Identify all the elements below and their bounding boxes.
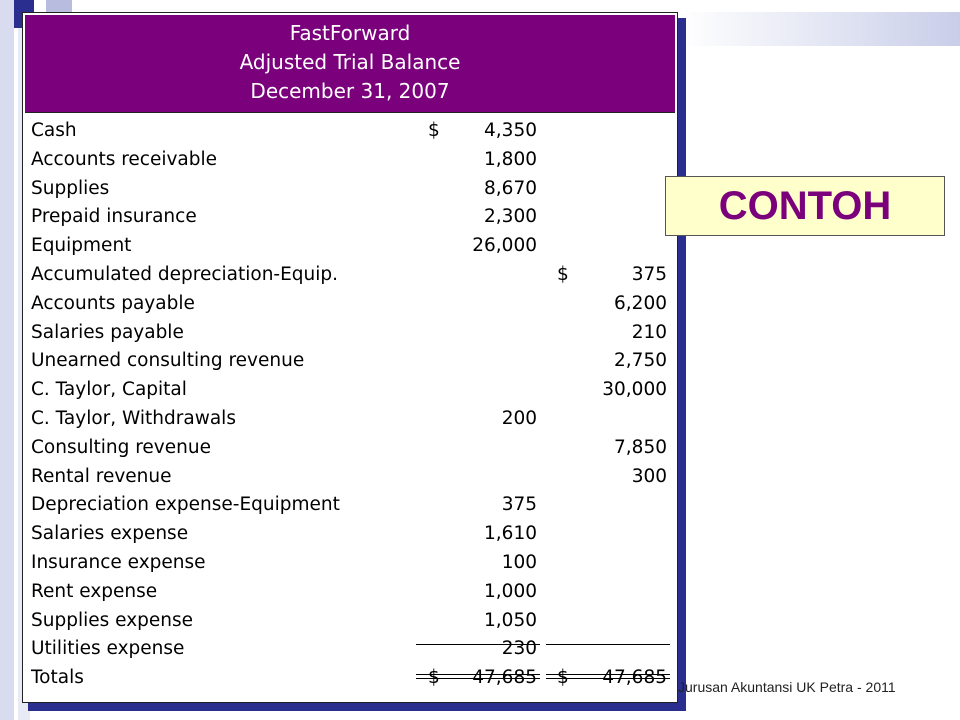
credit-amount: 7,850 <box>614 436 667 458</box>
table-row <box>23 231 677 260</box>
table-row <box>23 404 677 433</box>
account-name: Rental revenue <box>31 465 172 487</box>
debit-amount: 100 <box>501 551 537 573</box>
table-row <box>23 260 677 289</box>
account-name: Depreciation expense-Equipment <box>31 494 340 516</box>
debit-amount: 47,685 <box>472 667 537 689</box>
account-name: Accounts payable <box>31 292 195 314</box>
credit-amount: 2,750 <box>614 350 667 372</box>
account-name: Totals <box>31 667 84 689</box>
debit-amount: 1,610 <box>484 523 537 545</box>
debit-currency-symbol: $ <box>428 120 440 141</box>
table-row <box>23 548 677 577</box>
credit-currency-symbol: $ <box>557 667 569 689</box>
credit-amount: 300 <box>631 465 667 487</box>
credit-amount: 30,000 <box>602 379 667 401</box>
account-name: Supplies <box>31 177 110 199</box>
table-row <box>23 462 677 491</box>
company-name: FastForward <box>289 21 411 45</box>
account-name: Cash <box>31 120 77 141</box>
credit-amount: 47,685 <box>602 667 667 689</box>
table-row <box>23 634 677 663</box>
account-name: C. Taylor, Withdrawals <box>31 407 236 429</box>
table-row <box>23 174 677 203</box>
account-name: Unearned consulting revenue <box>31 350 305 372</box>
table-row <box>23 318 677 347</box>
account-name: Accumulated depreciation-Equip. <box>31 263 339 285</box>
debit-amount: 8,670 <box>484 177 537 199</box>
account-name: Utilities expense <box>31 638 185 660</box>
table-row <box>23 577 677 606</box>
debit-amount: 200 <box>501 407 537 429</box>
debit-amount: 4,350 <box>484 120 537 141</box>
account-name: C. Taylor, Capital <box>31 379 187 401</box>
debit-total-rule <box>416 644 540 645</box>
table-row <box>23 346 677 375</box>
account-name: Salaries payable <box>31 321 184 343</box>
table-row <box>23 490 677 519</box>
account-name: Supplies expense <box>31 609 194 631</box>
credit-amount: 210 <box>631 321 667 343</box>
credit-total-rule <box>546 644 670 645</box>
table-row <box>23 202 677 231</box>
table-row <box>23 519 677 548</box>
contoh-callout: CONTOH <box>665 176 945 236</box>
debit-double-underline <box>416 674 540 679</box>
debit-amount: 375 <box>501 494 537 516</box>
account-name: Accounts receivable <box>31 148 218 170</box>
report-date: December 31, 2007 <box>250 79 450 103</box>
debit-amount: 2,300 <box>484 206 537 228</box>
credit-double-underline <box>546 674 670 679</box>
debit-currency-symbol: $ <box>428 667 440 689</box>
account-name: Salaries expense <box>31 523 189 545</box>
credit-amount: 375 <box>631 263 667 285</box>
trial-balance-table <box>22 12 678 703</box>
slide-top-band <box>680 12 960 46</box>
debit-amount: 230 <box>501 638 537 660</box>
debit-amount: 1,800 <box>484 148 537 170</box>
account-name: Insurance expense <box>31 551 206 573</box>
table-header <box>25 15 675 113</box>
table-row <box>23 433 677 462</box>
table-body <box>23 116 677 692</box>
account-name: Consulting revenue <box>31 436 211 458</box>
footer-credit: Jurusan Akuntansi UK Petra - 2011 <box>678 679 896 695</box>
table-row <box>23 145 677 174</box>
debit-amount: 26,000 <box>472 235 537 257</box>
account-name: Prepaid insurance <box>31 206 197 228</box>
account-name: Equipment <box>31 235 132 257</box>
debit-amount: 1,000 <box>484 580 537 602</box>
account-name: Rent expense <box>31 580 158 602</box>
credit-amount: 6,200 <box>614 292 667 314</box>
debit-amount: 1,050 <box>484 609 537 631</box>
credit-currency-symbol: $ <box>557 263 569 285</box>
table-row <box>23 606 677 635</box>
table-row <box>23 375 677 404</box>
report-title: Adjusted Trial Balance <box>239 50 461 74</box>
table-row <box>23 289 677 318</box>
table-row <box>23 116 677 145</box>
